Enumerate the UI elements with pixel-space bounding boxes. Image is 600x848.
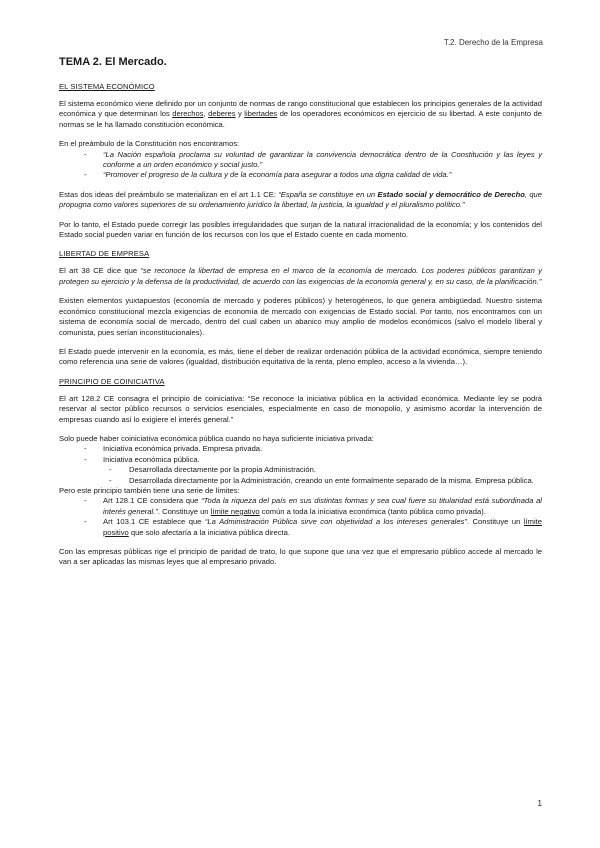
list-item: - “La Nación española proclama su voluntad de garantizar la convivencia democrática dentro de la Constitución y las leyes y conforme a un orden económico y social justo.” [59, 150, 542, 171]
paragraph: En el preámbulo de la Constitución nos encontramos: [59, 139, 240, 149]
paragraph: Solo puede haber coiniciativa económica pública cuando no haya suficiente iniciativa privada: [59, 433, 374, 443]
section-heading-coiniciativa: PRINCIPIO DE COINICIATIVA [59, 376, 165, 386]
page-number: 1 [537, 799, 542, 808]
running-header: T.2. Derecho de la Empresa [443, 38, 543, 47]
section-heading-libertad: LIBERTAD DE EMPRESA [59, 249, 150, 259]
paragraph: El Estado puede intervenir en la economía, es más, tiene el deber de realizar ordenación pública de la actividad económica, siempre teniendo como referencia una serie de valores (igualdad, distribución equitativa de la renta, pleno empleo, acceso a la vivienda…). [59, 346, 542, 367]
limits-list [59, 496, 542, 538]
paragraph: Con las empresas públicas rige el principio de paridad de trato, lo que supone que una vez que el empresario público accede al mercado le van a ser aplicadas las mismas leyes que al empresario privado. [59, 547, 542, 567]
paragraph: Estas dos ideas del preámbulo se materializan en el art 1.1 CE: “España se constituye en un Estado social y democrático de Derecho, que propugna como valores superiores de su ordenamiento jurídico la libertad, la justicia, la igualdad y el pluralismo político.” [59, 189, 542, 210]
quote-list [59, 150, 542, 181]
paragraph: El sistema económico viene definido por un conjunto de normas de rango constitucional que establecen los principios generales de la actividad económica y que determinan los derechos, deberes y libertades de los operadores económicos en ejercicio de su libertad. A este conjunto de normas se le ha llamado constitución económica. [59, 99, 542, 129]
sub-list [59, 465, 542, 486]
paragraph: El art 38 CE dice que “se reconoce la libertad de empresa en el marco de la economía de mercado. Los poderes públicos garantizan y protegen su ejercicio y la defensa de la productividad, de acuerdo con las exigencias de la economía general y, en su caso, de la planificación.” [59, 266, 543, 286]
paragraph: Pero este principio también tiene una serie de límites: [59, 485, 240, 495]
list-item: - Iniciativa económica privada. Empresa privada. [59, 444, 542, 454]
list-item: - Art 128.1 CE considera que “Toda la riqueza del país en sus distintas formas y sea cual fuere su titularidad está subordinada al interés general.”. Constituye un límite negativo común a toda la iniciativa económica (tanto pública como privada). [59, 496, 542, 517]
list-item: - “Promover el progreso de la cultura y de la economía para asegurar a todos una digna calidad de vida.” [59, 170, 542, 180]
paragraph: El art 128.2 CE consagra el principio de coiniciativa: “Se reconoce la iniciativa pública en la actividad económica. Mediante ley se podrá reservar al sector público recursos o servicios esenciales, especialmente en caso de monopolio, y asimismo acordar la intervención de empresas cuando así lo exigiere el interés general.” [59, 393, 542, 424]
page-title: TEMA 2. El Mercado. [59, 56, 167, 68]
list-item: - Desarrollada directamente por la Administración, creando un ente formalmente separado de la misma. Empresa pública. [59, 476, 542, 486]
section-heading-sistema: EL SISTEMA ECONÓMICO [59, 82, 155, 91]
list-item: - Art 103.1 CE establece que “La Administración Pública sirve con objetividad a los intereses generales”. Constituye un límite positivo que solo afectaría a la iniciativa pública directa. [59, 517, 542, 538]
list-item: - Iniciativa económica pública. [59, 455, 542, 465]
paragraph: Existen elementos yuxtapuestos (economía de mercado y poderes públicos) y heterogéneos, lo que genera ambigüedad. Nuestro sistema económico constitucional mezcla exigencias de economía de mercado con exigencias de Estado social. Por tanto, nos encontramos con un sistema de economía social de mercado, dentro del cual caben un abanico muy amplio de modelos económicos (salvo el modelo liberal y comunista, pues serían inconstitucionales). [59, 296, 542, 337]
initiative-list [59, 444, 542, 465]
page-content [59, 56, 542, 577]
paragraph: Por lo tanto, el Estado puede corregir las posibles irregularidades que surjan de la natural irracionalidad de la economía; y los contenidos del Estado social pueden variar en función de los recursos con los que el Estado cuente en cada momento. [59, 219, 542, 240]
list-item: - Desarrollada directamente por la propia Administración. [59, 465, 542, 475]
